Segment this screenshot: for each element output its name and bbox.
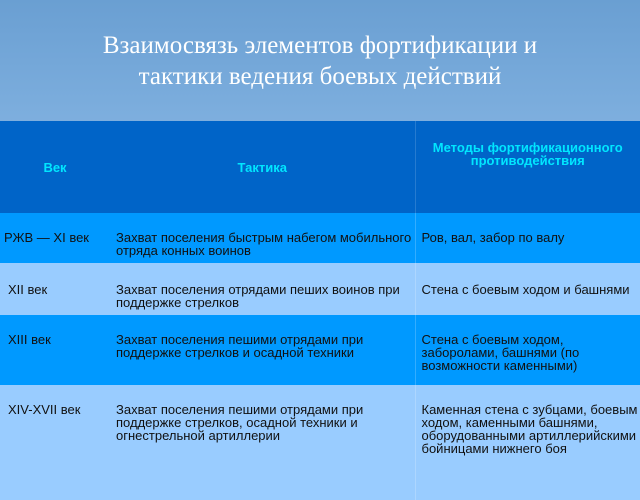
table-row [0,385,640,500]
cell-tactics: Захват поселения быстрым набегом мобильного отряда конных воинов [110,213,415,263]
cell-tactics: Захват поселения пешими отрядами при поддержке стрелков и осадной техники [110,315,415,385]
header-tactics: Тактика [110,121,415,213]
cell-century: XII век [0,263,110,315]
cell-tactics: Захват поселения пешими отрядами при поддержке стрелков, осадной техники и огнестрельной артиллерии [110,385,415,500]
table-row [0,213,640,263]
cell-century: XIV-XVII век [0,385,110,500]
cell-tactics: Захват поселения отрядами пеших воинов при поддержке стрелков [110,263,415,315]
header-row [0,121,640,213]
title-line-1: Взаимосвязь элементов фортификации и [102,32,538,59]
slide-title [0,30,640,92]
table-row [0,263,640,315]
title-line-2: тактики ведения боевых действий [138,63,502,90]
cell-methods: Каменная стена с зубцами, боевым ходом, каменными башнями, оборудованными артиллерийскими бойницами нижнего боя [415,385,640,500]
cell-methods: Ров, вал, забор по валу [415,213,640,263]
cell-century: РЖВ — XI век [0,213,110,263]
fortification-table [0,121,640,500]
cell-century: XIII век [0,315,110,385]
header-century: Век [0,121,110,213]
cell-methods: Стена с боевым ходом, заборолами, башнями (по возможности каменными) [415,315,640,385]
header-methods: Методы фортификационного противодействия [415,121,640,213]
cell-methods: Стена с боевым ходом и башнями [415,263,640,315]
table-row [0,315,640,385]
